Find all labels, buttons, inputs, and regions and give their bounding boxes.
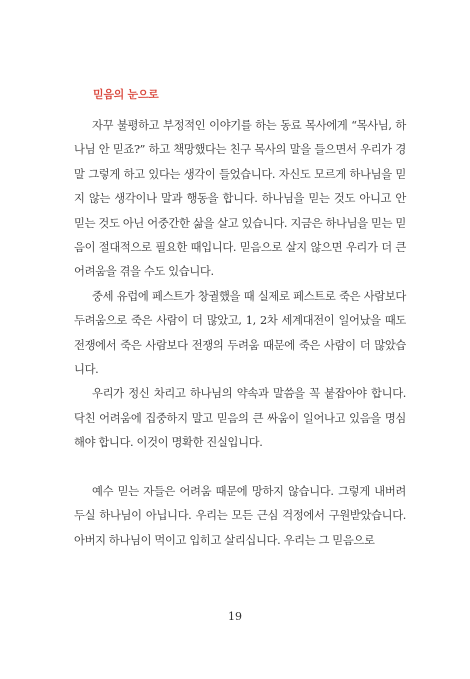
section-heading: 믿음의 눈으로 (93, 88, 159, 101)
page-number: 19 (228, 610, 242, 623)
body-text (74, 114, 406, 553)
paragraph: 우리가 정신 차리고 하나님의 약속과 말씀을 꼭 붙잡아야 합니다. 닥친 어려움에 집중하지 말고 믿음의 큰 싸움이 일어나고 있음을 명심해야 합니다. 이것이 명확한 진실입니다. (74, 387, 406, 450)
paragraph: 예수 믿는 자들은 어려움 때문에 망하지 않습니다. 그렇게 내버려 두실 하나님이 아닙니다. 우리는 모든 근심 걱정에서 구원받았습니다. 아버지 하나님이 먹이고 입히고 살리십니다. 우리는 그 믿음으로 (74, 485, 406, 547)
paragraph: 중세 유럽에 페스트가 창궐했을 때 실제로 페스트로 죽은 사람보다 두려움으로 죽은 사람이 더 많았고, 1, 2차 세계대전이 일어났을 때도 전쟁에서 죽은 사람보다 전쟁의 두려움 때문에 죽은 사람이 더 많았습니다. (74, 289, 406, 377)
paragraph: 자꾸 불평하고 부정적인 이야기를 하는 동료 목사에게 “목사님, 하나님 안 믿죠?” 하고 책망했다는 친구 목사의 말을 들으면서 우리가 경말 그렇게 하고 있다는 생각이 들었습니다. 자신도 모르게 하나님을 믿지 않는 생각이나 말과 행동을 합니다. 하나님을 믿는 것도 아니고 안 믿는 것도 아닌 어중간한 삶을 살고 있습니다. 지금은 하나님을 믿는 믿음이 절대적으로 필요한 때입니다. 믿음으로 살지 않으면 우리가 더 큰 어려움을 겪을 수도 있습니다. (74, 119, 406, 279)
